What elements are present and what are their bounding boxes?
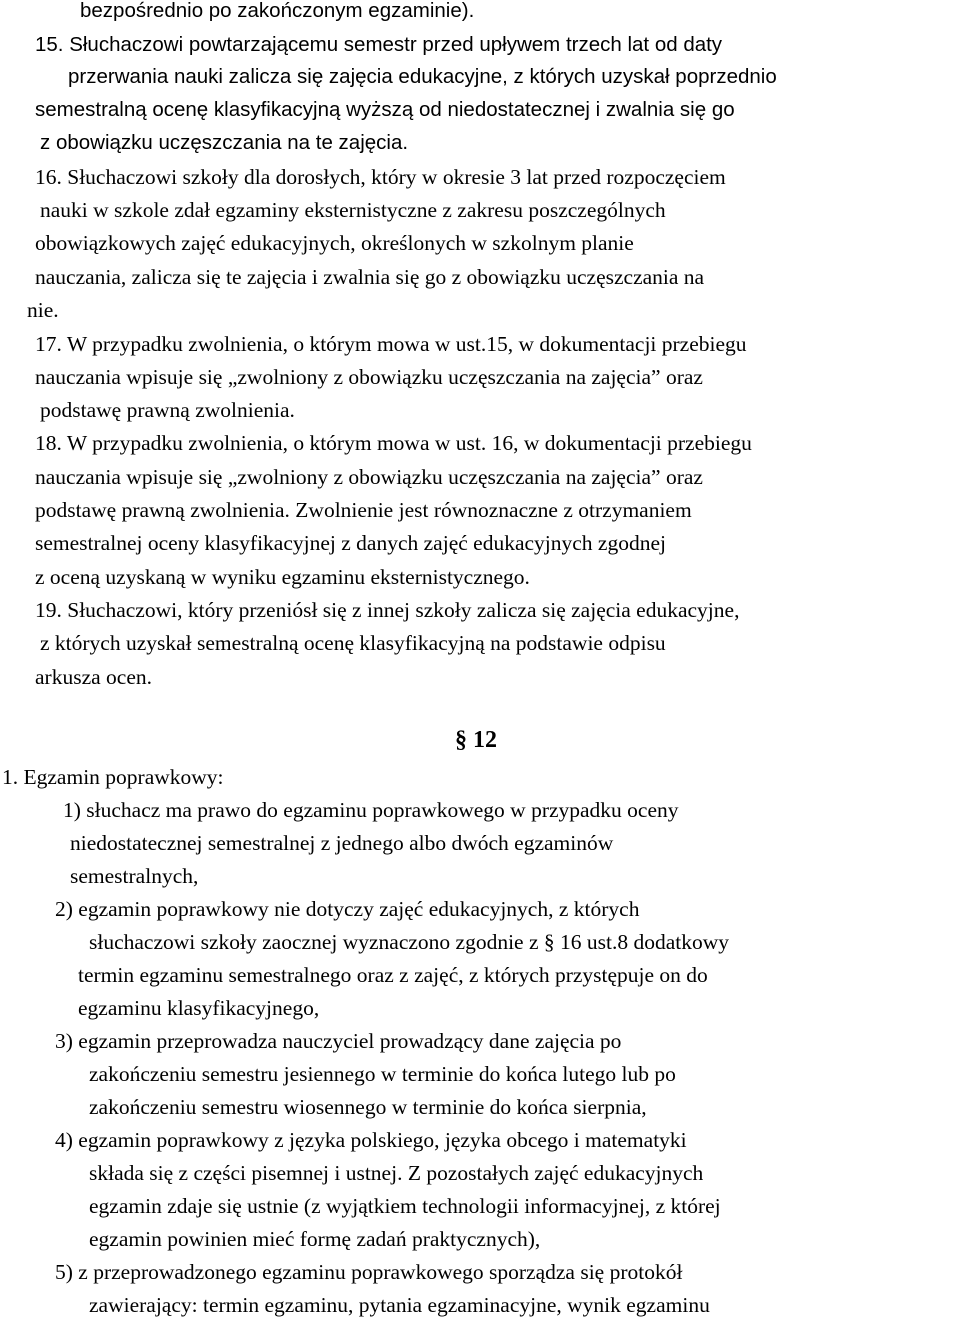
list-item-2-line: słuchaczowi szkoły zaocznej wyznaczono zgodnie z § 16 ust.8 dodatkowy <box>89 930 730 954</box>
paragraph-16-line: nauczania, zalicza się te zajęcia i zwalnia się go z obowiązku uczęszczania na <box>35 265 705 289</box>
paragraph-19-line: arkusza ocen. <box>35 665 152 689</box>
paragraph-18-line: z oceną uzyskaną w wyniku egzaminu eksternistycznego. <box>35 565 530 589</box>
paragraph-16-line: obowiązkowych zajęć edukacyjnych, określonych w szkolnym planie <box>35 231 634 255</box>
paragraph-15-line: 15. Słuchaczowi powtarzającemu semestr przed upływem trzech lat od daty <box>35 33 723 56</box>
paragraph-17-line: 17. W przypadku zwolnienia, o którym mowa w ust.15, w dokumentacji przebiegu <box>35 332 747 356</box>
list-item-5-line: 5) z przeprowadzonego egzaminu poprawkowego sporządza się protokół <box>55 1260 683 1284</box>
section-heading: § 12 <box>455 727 497 753</box>
paragraph-18-line: semestralnej oceny klasyfikacyjnej z danych zajęć edukacyjnych zgodnej <box>35 531 666 555</box>
list-item-1-line: 1) słuchacz ma prawo do egzaminu poprawkowego w przypadku oceny <box>63 798 679 822</box>
paragraph-15-line: z obowiązku uczęszczania na te zajęcia. <box>40 131 409 154</box>
list-item-3-line: zakończeniu semestru jesiennego w terminie do końca lutego lub po <box>89 1062 676 1086</box>
text-line: bezpośrednio po zakończonym egzaminie). <box>80 0 475 22</box>
paragraph-15-line: przerwania nauki zalicza się zajęcia edukacyjne, z których uzyskał poprzednio <box>68 65 777 88</box>
paragraph-19-line: 19. Słuchaczowi, który przeniósł się z innej szkoły zalicza się zajęcia edukacyjne, <box>35 598 740 622</box>
paragraph-18-line: nauczania wpisuje się „zwolniony z obowiązku uczęszczania na zajęcia” oraz <box>35 465 703 489</box>
list-item-3-line: 3) egzamin przeprowadza nauczyciel prowadzący dane zajęcia po <box>55 1029 622 1053</box>
list-item-5-line: zawierający: termin egzaminu, pytania egzaminacyjne, wynik egzaminu <box>89 1293 710 1317</box>
paragraph-16-line: nauki w szkole zdał egzaminy eksternistyczne z zakresu poszczególnych <box>40 198 666 222</box>
paragraph-15-line: semestralną ocenę klasyfikacyjną wyższą od niedostatecznej i zwalnia się go <box>35 98 735 121</box>
paragraph-18-line: podstawę prawną zwolnienia. Zwolnienie jest równoznaczne z otrzymaniem <box>35 498 692 522</box>
list-item-1-line: niedostatecznej semestralnej z jednego albo dwóch egzaminów <box>70 831 614 855</box>
list-item-4-line: egzamin zdaje się ustnie (z wyjątkiem technologii informacyjnej, z której <box>89 1194 721 1218</box>
paragraph-17-line: podstawę prawną zwolnienia. <box>40 398 295 422</box>
paragraph-17-line: nauczania wpisuje się „zwolniony z obowiązku uczęszczania na zajęcia” oraz <box>35 365 703 389</box>
paragraph-19-line: z których uzyskał semestralną ocenę klasyfikacyjną na podstawie odpisu <box>40 631 666 655</box>
list-item-4-line: 4) egzamin poprawkowy z języka polskiego, języka obcego i matematyki <box>55 1128 687 1152</box>
list-heading: 1. Egzamin poprawkowy: <box>2 765 224 789</box>
list-item-3-line: zakończeniu semestru wiosennego w terminie do końca sierpnia, <box>89 1095 647 1119</box>
paragraph-16-line: 16. Słuchaczowi szkoły dla dorosłych, który w okresie 3 lat przed rozpoczęciem <box>35 165 726 189</box>
paragraph-16-line: nie. <box>27 298 59 322</box>
paragraph-18-line: 18. W przypadku zwolnienia, o którym mowa w ust. 16, w dokumentacji przebiegu <box>35 431 752 455</box>
list-item-2-line: termin egzaminu semestralnego oraz z zajęć, z których przystępuje on do <box>78 963 708 987</box>
list-item-4-line: składa się z części pisemnej i ustnej. Z pozostałych zajęć edukacyjnych <box>89 1161 704 1185</box>
list-item-1-line: semestralnych, <box>70 864 199 888</box>
list-item-2-line: egzaminu klasyfikacyjnego, <box>78 996 320 1020</box>
list-item-2-line: 2) egzamin poprawkowy nie dotyczy zajęć edukacyjnych, z których <box>55 897 640 921</box>
list-item-4-line: egzamin powinien mieć formę zadań praktycznych), <box>89 1227 541 1251</box>
